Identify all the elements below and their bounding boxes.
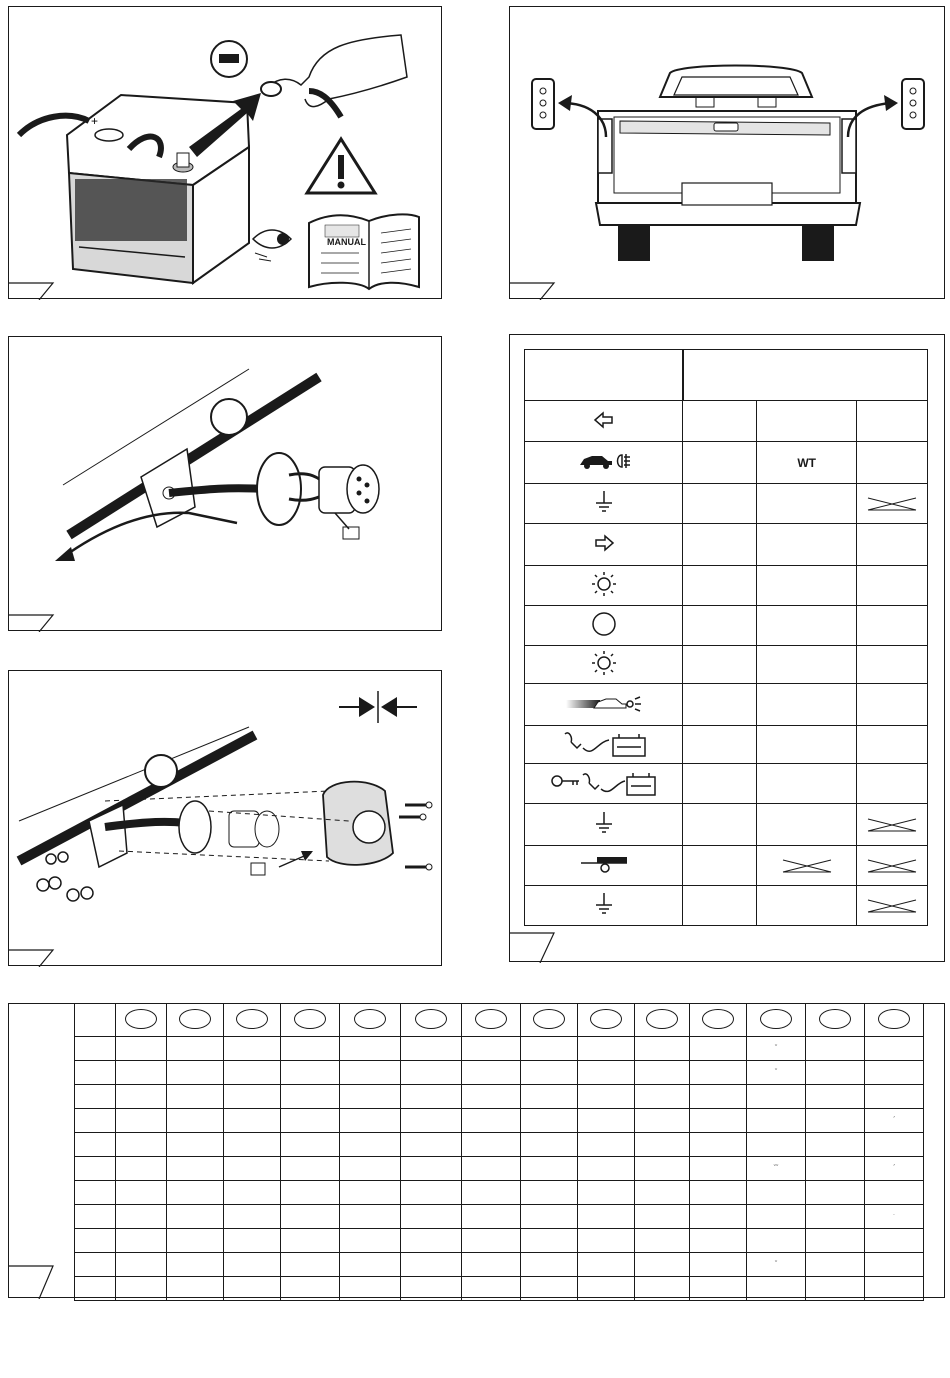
pin-cell (281, 1229, 340, 1253)
tail-light-left-icon (588, 586, 620, 600)
pin-cell (635, 1253, 690, 1277)
pin-cell (690, 1109, 747, 1133)
function-cell (525, 442, 683, 484)
pin-cell (224, 1061, 281, 1085)
pin-cell (690, 1157, 747, 1181)
pin-cell (401, 1109, 462, 1133)
pin-cell (635, 1157, 690, 1181)
pin-cell (401, 1133, 462, 1157)
pin-cell (167, 1037, 224, 1061)
tail-light-right-icon (588, 665, 620, 679)
pin-cell (806, 1181, 865, 1205)
wire-color-cell (683, 726, 757, 764)
pin-number-circle (340, 1004, 401, 1037)
pin-cell (116, 1133, 167, 1157)
pin-cell (521, 1085, 578, 1109)
wire-color-cell (757, 566, 857, 606)
pin-cell (224, 1157, 281, 1181)
pin-cell: ˇ (747, 1253, 806, 1277)
panel-cable-routing (8, 336, 442, 631)
pin-number-circle (806, 1004, 865, 1037)
pin-cell (806, 1205, 865, 1229)
pin-cell (747, 1085, 806, 1109)
reverse-light-icon (564, 702, 644, 716)
pin-cell (578, 1253, 635, 1277)
pin-cell (281, 1133, 340, 1157)
wire-color-cell (857, 726, 928, 764)
function-cell (525, 846, 683, 886)
pin-cell (806, 1229, 865, 1253)
wire-color-cell (683, 804, 757, 846)
wire-color-cell (683, 606, 757, 646)
pin-cell (75, 1205, 116, 1229)
wire-color-cell (683, 401, 757, 442)
pin-cell (747, 1181, 806, 1205)
pin-cell (340, 1133, 401, 1157)
pin-cell (281, 1157, 340, 1181)
pin-cell (116, 1037, 167, 1061)
pin-cell (806, 1157, 865, 1181)
pin-cell (281, 1205, 340, 1229)
wire-color-cell (757, 401, 857, 442)
pin-cell (865, 1277, 924, 1301)
pin-row (75, 1181, 924, 1205)
pin-cell (224, 1205, 281, 1229)
pin-cell (747, 1109, 806, 1133)
pin-cell (747, 1205, 806, 1229)
left-indicator-icon (592, 418, 616, 432)
wire-color-cell (683, 442, 757, 484)
header-cell (683, 350, 928, 401)
pin-number-circle (401, 1004, 462, 1037)
function-cell (525, 726, 683, 764)
pin-cell (462, 1037, 521, 1061)
wire-color-cell (757, 764, 857, 804)
pin-table (74, 1004, 924, 1301)
pin-cell (340, 1061, 401, 1085)
pin-row (75, 1205, 924, 1229)
pin-cell (224, 1133, 281, 1157)
wire-color-cell (757, 606, 857, 646)
pin-cell (521, 1157, 578, 1181)
socket-mount-illustration (9, 671, 443, 967)
pin-cell (462, 1229, 521, 1253)
pin-cell (806, 1253, 865, 1277)
pin-cell (578, 1277, 635, 1301)
wire-color-cell (857, 764, 928, 804)
wire-color-cell (757, 886, 857, 926)
pin-cell (635, 1037, 690, 1061)
pin-cell (224, 1277, 281, 1301)
pin-cell (340, 1229, 401, 1253)
pin-cell: ˑ (865, 1205, 924, 1229)
pin-cell (281, 1037, 340, 1061)
pin-cell (462, 1061, 521, 1085)
pin-header-empty (75, 1004, 116, 1037)
pin-cell (578, 1037, 635, 1061)
pin-cell (462, 1157, 521, 1181)
function-cell (525, 524, 683, 566)
function-cell (525, 566, 683, 606)
pin-cell (116, 1061, 167, 1085)
pin-cell (747, 1229, 806, 1253)
pin-number-circle (635, 1004, 690, 1037)
wire-color-cell (857, 684, 928, 726)
pin-row (75, 1157, 924, 1181)
pin-cell (806, 1133, 865, 1157)
pin-row (75, 1061, 924, 1085)
pin-cell (75, 1037, 116, 1061)
pin-cell (865, 1061, 924, 1085)
pin-cell (116, 1253, 167, 1277)
pin-cell (578, 1157, 635, 1181)
pin-cell (340, 1109, 401, 1133)
pin-cell (865, 1253, 924, 1277)
function-cell (525, 646, 683, 684)
pin-number-circle (167, 1004, 224, 1037)
wire-color-cell (757, 684, 857, 726)
pin-cell (401, 1085, 462, 1109)
pin-cell (340, 1037, 401, 1061)
pin-cell (806, 1037, 865, 1061)
pin-cell (116, 1205, 167, 1229)
pin-cell (401, 1037, 462, 1061)
pin-cell (521, 1061, 578, 1085)
wire-color-cell (683, 566, 757, 606)
pin-cell: ˊ (865, 1109, 924, 1133)
wiring-row (525, 804, 928, 846)
pin-cell (635, 1229, 690, 1253)
pin-cell (690, 1133, 747, 1157)
pin-cell (116, 1229, 167, 1253)
pin-cell (167, 1109, 224, 1133)
wire-color-cell (683, 484, 757, 524)
pin-cell (281, 1181, 340, 1205)
wiring-row (525, 401, 928, 442)
pin-cell (462, 1133, 521, 1157)
pin-cell (690, 1277, 747, 1301)
battery-illustration (9, 7, 443, 300)
pin-cell (401, 1157, 462, 1181)
pin-cell (340, 1181, 401, 1205)
svg-text:+: + (91, 114, 99, 128)
ground-icon (592, 825, 616, 839)
pin-number-circle (281, 1004, 340, 1037)
pin-cell (224, 1229, 281, 1253)
wire-color-cell (757, 804, 857, 846)
wire-color-cell (757, 646, 857, 684)
pin-number-circle (224, 1004, 281, 1037)
pin-cell (224, 1109, 281, 1133)
pin-cell (167, 1157, 224, 1181)
pin-cell (521, 1181, 578, 1205)
pin-cell (116, 1157, 167, 1181)
pin-cell (462, 1277, 521, 1301)
pin-cell (340, 1085, 401, 1109)
pin-cell (167, 1061, 224, 1085)
brake-light-icon (590, 627, 618, 641)
pin-cell (75, 1229, 116, 1253)
pin-cell (635, 1181, 690, 1205)
pin-cell (401, 1253, 462, 1277)
truck-illustration (510, 7, 946, 300)
pin-cell (281, 1061, 340, 1085)
pin-cell (75, 1133, 116, 1157)
wire-color-cell (683, 886, 757, 926)
pin-cell (340, 1205, 401, 1229)
pin-cell (224, 1181, 281, 1205)
pin-cell (747, 1133, 806, 1157)
pin-cell (578, 1109, 635, 1133)
wire-color-cell (857, 886, 928, 926)
pin-cell (462, 1253, 521, 1277)
pin-cell (806, 1277, 865, 1301)
pin-cell (865, 1229, 924, 1253)
pin-cell (167, 1133, 224, 1157)
wiring-row (525, 684, 928, 726)
pin-row (75, 1109, 924, 1133)
right-indicator-icon (592, 541, 616, 555)
pin-cell (635, 1061, 690, 1085)
pin-number-circle (578, 1004, 635, 1037)
pin-cell (635, 1109, 690, 1133)
pin-cell (75, 1085, 116, 1109)
wire-color-cell (757, 846, 857, 886)
ground-icon (592, 906, 616, 920)
wire-color-cell (857, 442, 928, 484)
pin-cell (521, 1133, 578, 1157)
pin-cell (521, 1037, 578, 1061)
wiring-row (525, 566, 928, 606)
pin-cell (521, 1277, 578, 1301)
wire-color-cell (683, 524, 757, 566)
pin-number-circle (116, 1004, 167, 1037)
ignition-power-icon (549, 786, 659, 800)
wire-color-cell (683, 846, 757, 886)
function-cell (525, 684, 683, 726)
pin-number-circle (462, 1004, 521, 1037)
wire-color-cell (857, 646, 928, 684)
wire-color-cell (757, 524, 857, 566)
wiring-row (525, 846, 928, 886)
function-cell (525, 606, 683, 646)
pin-cell (281, 1277, 340, 1301)
pin-cell (806, 1085, 865, 1109)
pin-cell (401, 1181, 462, 1205)
pin-cell (578, 1133, 635, 1157)
pin-header-row (75, 1004, 924, 1037)
wire-color-cell (857, 566, 928, 606)
wire-color-cell (857, 524, 928, 566)
pin-cell (690, 1085, 747, 1109)
wire-color-cell (857, 846, 928, 886)
wire-color-cell (857, 606, 928, 646)
function-cell (525, 804, 683, 846)
wiring-row (525, 524, 928, 566)
pin-cell (401, 1061, 462, 1085)
pin-cell (578, 1181, 635, 1205)
pin-cell: ˇ (747, 1037, 806, 1061)
pin-cell (578, 1061, 635, 1085)
pin-cell (521, 1205, 578, 1229)
wire-color-cell (683, 646, 757, 684)
pin-cell (635, 1085, 690, 1109)
pin-cell: ˊ (865, 1157, 924, 1181)
function-cell (525, 401, 683, 442)
pin-cell (224, 1037, 281, 1061)
pin-cell (116, 1109, 167, 1133)
pin-row (75, 1253, 924, 1277)
pin-cell: ˇ (747, 1061, 806, 1085)
pin-cell (747, 1277, 806, 1301)
pin-number-circle (865, 1004, 924, 1037)
pin-cell (806, 1109, 865, 1133)
pin-cell: ˇˇ (747, 1157, 806, 1181)
function-cell (525, 886, 683, 926)
wire-color-cell: WT (757, 442, 857, 484)
wiring-row (525, 886, 928, 926)
ground-icon (592, 504, 616, 518)
pin-cell (635, 1205, 690, 1229)
pin-cell (116, 1085, 167, 1109)
pin-cell (224, 1085, 281, 1109)
cable-routing-illustration (9, 337, 443, 632)
pin-cell (635, 1133, 690, 1157)
pin-cell (75, 1181, 116, 1205)
pin-cell (865, 1181, 924, 1205)
pin-cell (167, 1085, 224, 1109)
pin-cell (167, 1277, 224, 1301)
pin-cell (340, 1277, 401, 1301)
function-cell (525, 484, 683, 524)
pin-cell (578, 1205, 635, 1229)
wiring-row (525, 484, 928, 524)
pin-cell (75, 1061, 116, 1085)
trailer-detect-icon (577, 864, 631, 878)
function-cell (525, 764, 683, 804)
wiring-row (525, 442, 928, 484)
pin-row (75, 1133, 924, 1157)
pin-cell (578, 1085, 635, 1109)
pin-cell (75, 1157, 116, 1181)
pin-cell (521, 1109, 578, 1133)
pin-cell (690, 1253, 747, 1277)
pin-cell (690, 1229, 747, 1253)
pin-cell (635, 1277, 690, 1301)
wire-color-cell (683, 764, 757, 804)
pin-cell (281, 1085, 340, 1109)
pin-cell (116, 1277, 167, 1301)
wire-color-cell (857, 484, 928, 524)
pin-cell (281, 1253, 340, 1277)
pin-row (75, 1277, 924, 1301)
pin-cell (806, 1061, 865, 1085)
panel-socket-mount (8, 670, 442, 966)
pin-cell (462, 1181, 521, 1205)
pin-cell (521, 1253, 578, 1277)
wire-color-cell (757, 484, 857, 524)
pin-cell (690, 1061, 747, 1085)
pin-cell (224, 1253, 281, 1277)
manual-label: MANUAL (327, 237, 366, 247)
pin-cell (578, 1229, 635, 1253)
panel-truck-rear (509, 6, 945, 299)
pin-cell (865, 1037, 924, 1061)
pin-row (75, 1037, 924, 1061)
wiring-table-header (525, 350, 928, 401)
pin-cell (340, 1253, 401, 1277)
pin-cell (281, 1109, 340, 1133)
pin-cell (521, 1229, 578, 1253)
wire-color-cell (683, 684, 757, 726)
pin-cell (865, 1133, 924, 1157)
pin-cell (167, 1205, 224, 1229)
permanent-power-icon (559, 747, 649, 761)
wiring-row (525, 606, 928, 646)
pin-number-circle (521, 1004, 578, 1037)
pin-cell (75, 1109, 116, 1133)
wire-color-cell (857, 804, 928, 846)
pin-cell (462, 1085, 521, 1109)
pin-cell (401, 1229, 462, 1253)
pin-cell (167, 1181, 224, 1205)
pin-cell (167, 1229, 224, 1253)
wire-color-cell (857, 401, 928, 442)
pin-cell (116, 1181, 167, 1205)
pin-cell (690, 1205, 747, 1229)
pin-cell (865, 1085, 924, 1109)
pin-cell (75, 1277, 116, 1301)
pin-cell (167, 1253, 224, 1277)
pin-cell (75, 1253, 116, 1277)
pin-number-circle (747, 1004, 806, 1037)
pin-cell (340, 1157, 401, 1181)
pin-row (75, 1229, 924, 1253)
wiring-row (525, 646, 928, 684)
pin-cell (401, 1277, 462, 1301)
pin-number-circle (690, 1004, 747, 1037)
pin-cell (690, 1037, 747, 1061)
pin-cell (462, 1205, 521, 1229)
wire-color-cell (757, 726, 857, 764)
wiring-row (525, 726, 928, 764)
header-cell (525, 350, 683, 401)
wiring-table (524, 349, 928, 926)
panel-battery-disconnect (8, 6, 442, 299)
pin-row (75, 1085, 924, 1109)
pin-cell (401, 1205, 462, 1229)
pin-cell (690, 1181, 747, 1205)
rear-fog-lamp-icon (576, 460, 632, 474)
pin-cell (462, 1109, 521, 1133)
wiring-row (525, 764, 928, 804)
